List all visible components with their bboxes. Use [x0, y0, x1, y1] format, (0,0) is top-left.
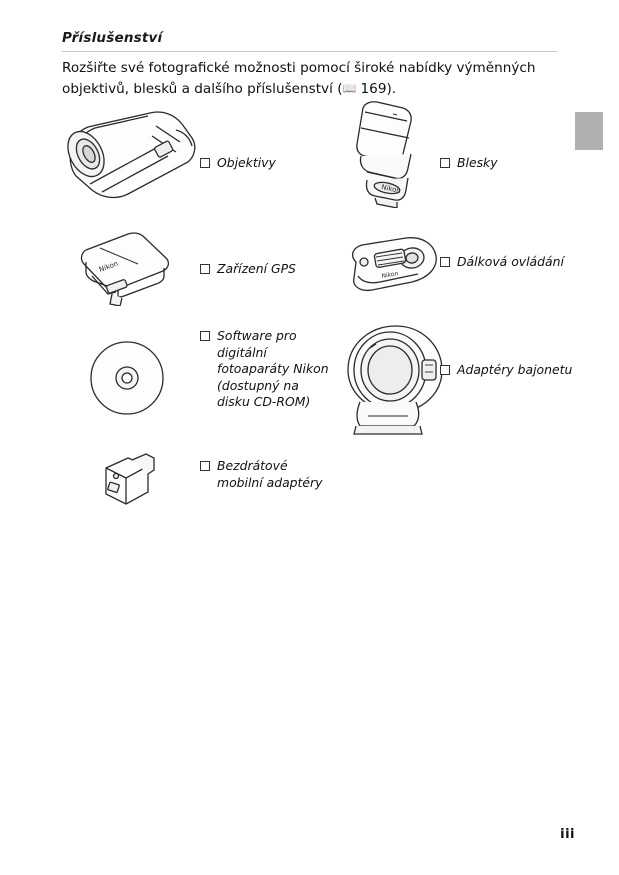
checkbox-gps[interactable] — [200, 264, 210, 274]
book-reference-icon: 📖 — [342, 82, 357, 95]
item-label-software: Software pro digitální fotoaparáty Nikon (dostupný na disku CD-ROM) — [217, 328, 329, 410]
page-number: iii — [560, 827, 575, 842]
svg-text:Nikon: Nikon — [381, 270, 399, 280]
cd-disc-illustration — [88, 339, 166, 417]
intro-text: Rozšiřte své fotografické možnosti pomocí široké nabídky výměnných objektivů, blesků a dalšího příslušenství ( — [62, 60, 536, 97]
item-label-flashes: Blesky — [457, 155, 498, 170]
checkbox-software[interactable] — [200, 331, 210, 341]
page-title: Příslušenství — [62, 30, 163, 46]
gps-unit-illustration — [72, 228, 182, 306]
lens-illustration — [58, 108, 198, 203]
mount-adapter-illustration — [330, 320, 448, 440]
checkbox-wireless-adapters[interactable] — [200, 461, 210, 471]
svg-text:Nikon: Nikon — [97, 259, 120, 274]
checkbox-lenses[interactable] — [200, 158, 210, 168]
checkbox-flashes[interactable] — [440, 158, 450, 168]
wireless-adapter-illustration — [96, 452, 160, 514]
svg-text:Nikon: Nikon — [380, 183, 402, 196]
page-edge-tab — [575, 112, 603, 150]
item-label-gps: Zařízení GPS — [217, 261, 296, 276]
checkbox-remote-controls[interactable] — [440, 257, 450, 267]
item-label-remote-controls: Dálková ovládání — [457, 254, 564, 269]
remote-control-illustration — [336, 236, 441, 296]
item-label-mount-adapters: Adaptéry bajonetu — [457, 362, 573, 377]
checkbox-mount-adapters[interactable] — [440, 365, 450, 375]
intro-reference-page: 169). — [360, 81, 397, 97]
title-divider — [62, 51, 557, 52]
intro-paragraph — [62, 58, 560, 100]
item-label-wireless-adapters: Bezdrátové mobilní adaptéry — [217, 458, 323, 490]
speedlight-illustration — [337, 98, 432, 208]
item-label-lenses: Objektivy — [217, 155, 276, 170]
